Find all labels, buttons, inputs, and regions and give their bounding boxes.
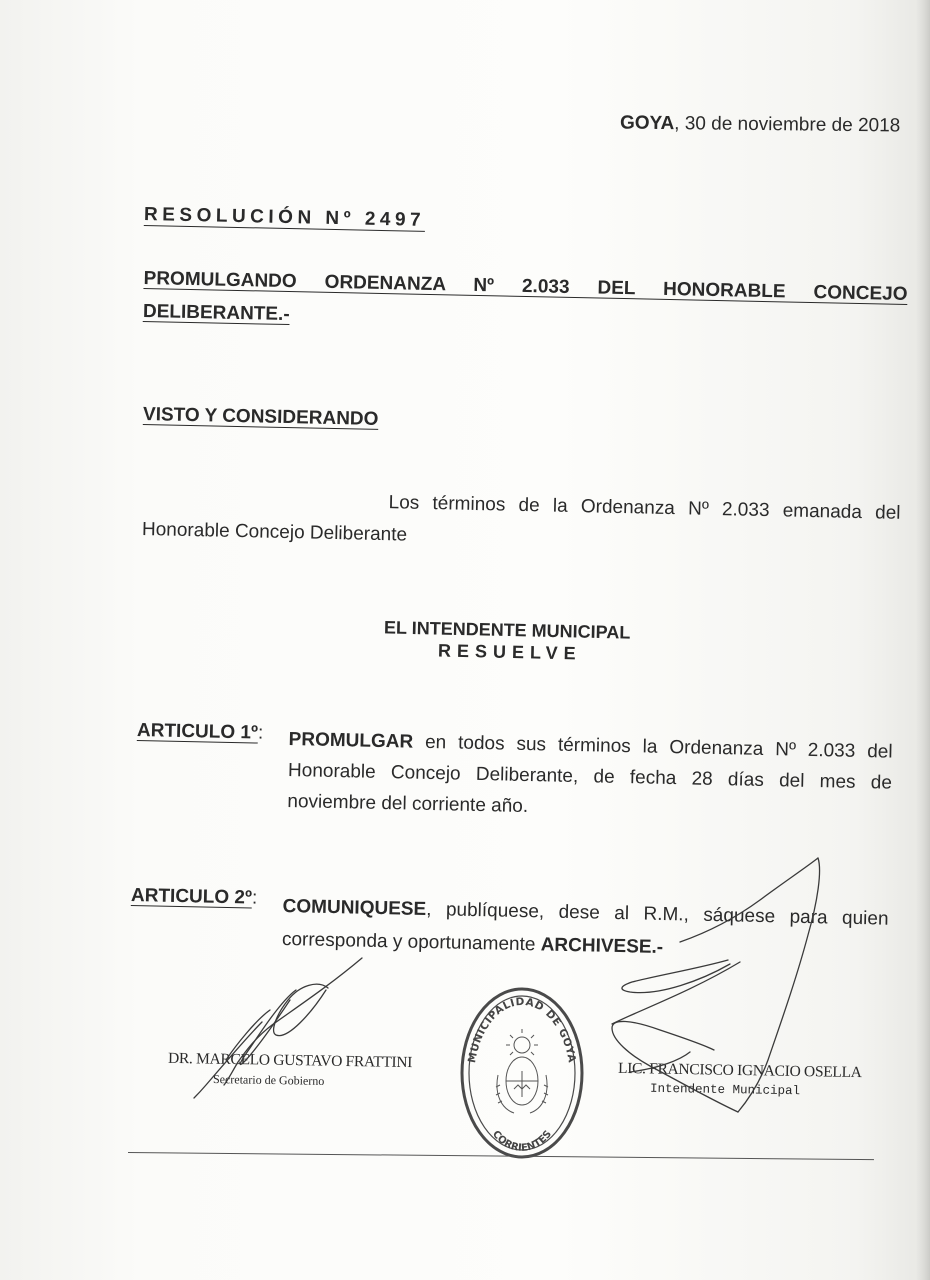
coat-of-arms-icon bbox=[496, 1029, 548, 1113]
right-signatory-name: LIC. FRANCISCO IGNACIO OSELLA bbox=[617, 1059, 862, 1082]
article-2-label: ARTICULO 2º bbox=[130, 885, 253, 909]
article-2-text: , publíquese, dese al R.M., sáquese para quien corresponda y oportunamente bbox=[281, 899, 889, 956]
article-2-body bbox=[282, 890, 889, 969]
resolution-title: RESOLUCIÓN Nº 2497 bbox=[143, 204, 426, 231]
article-1-label-wrap bbox=[137, 720, 264, 745]
date-city: GOYA bbox=[619, 112, 675, 135]
resuelve-heading: EL INTENDENTE MUNICIPAL bbox=[383, 617, 631, 643]
left-signatory-role: Secretario de Gobierno bbox=[212, 1072, 325, 1088]
visto-paragraph bbox=[142, 482, 901, 562]
left-signatory-name: DR. MARCELO GUSTAVO FRATTINI bbox=[167, 1049, 413, 1072]
article-2-label-wrap bbox=[131, 885, 258, 910]
date-text: , 30 de noviembre de 2018 bbox=[674, 113, 901, 137]
article-1-keyword: PROMULGAR bbox=[288, 728, 414, 753]
page-edge-shadow bbox=[916, 0, 930, 1280]
article-1-label: ARTICULO 1º bbox=[136, 720, 259, 744]
subject-line-1: PROMULGANDO ORDENANZA Nº 2.033 DEL HONORABLE CONCEJO bbox=[143, 267, 908, 305]
subject-line-2: DELIBERANTE.- bbox=[142, 300, 290, 326]
resolution-subject bbox=[143, 262, 908, 344]
article-2-keyword-end: ARCHIVESE.- bbox=[540, 934, 664, 958]
municipal-seal bbox=[458, 985, 586, 1161]
seal-bottom-text: CORRIENTES bbox=[489, 1128, 555, 1154]
visto-line-1: Los términos de la Ordenanza Nº 2.033 emanada del bbox=[388, 492, 901, 524]
resuelve-subheading: RESUELVE bbox=[437, 640, 582, 664]
article-1-colon: : bbox=[257, 722, 264, 744]
date-line bbox=[620, 113, 900, 138]
visto-line-2: Honorable Concejo Deliberante bbox=[141, 518, 408, 546]
right-signatory-role: Intendente Municipal bbox=[649, 1081, 801, 1099]
seal-top-text: MUNICIPALIDAD DE GOYA bbox=[466, 995, 578, 1064]
article-1-text: en todos sus términos la Ordenanza Nº 2.033 del Honorable Concejo Deliberante, de fecha 28 días del mes de noviembre del corriente año. bbox=[287, 731, 893, 818]
article-1-body bbox=[287, 724, 893, 830]
visto-heading: VISTO Y CONSIDERANDO bbox=[142, 404, 379, 430]
article-2-colon: : bbox=[251, 887, 258, 909]
article-2-keyword: COMUNIQUESE bbox=[282, 895, 427, 921]
